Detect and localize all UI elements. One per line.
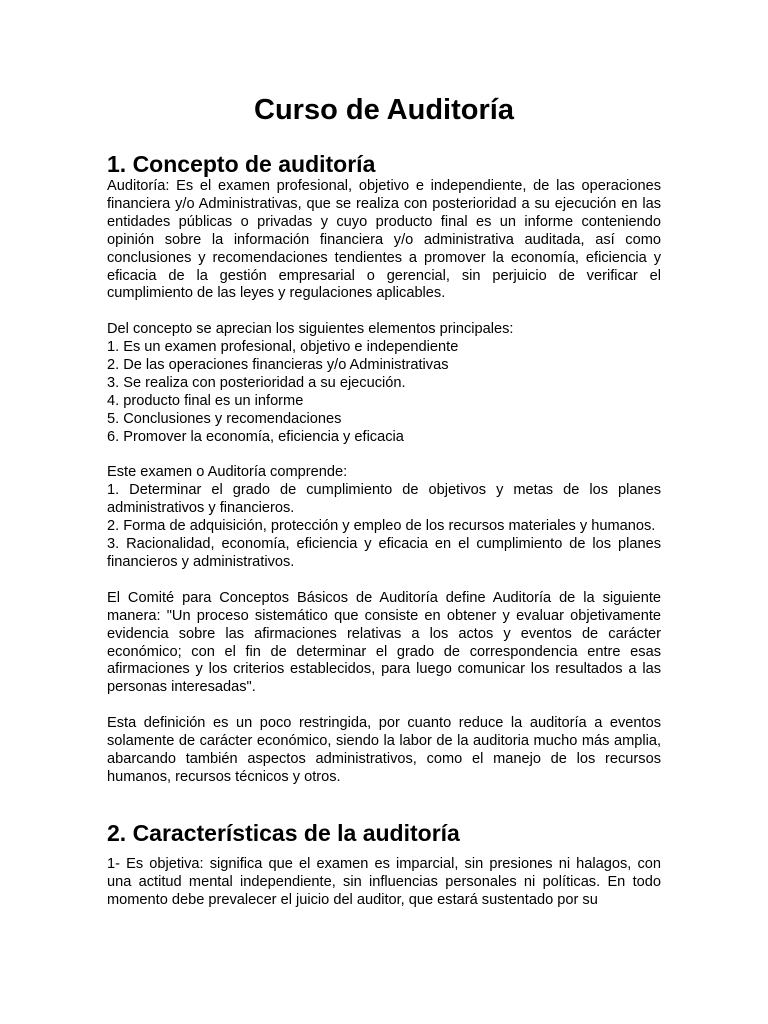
paragraph-gap — [107, 838, 661, 856]
list-item: 1. Es un examen profesional, objetivo e independiente — [107, 339, 459, 356]
paragraph-gap — [107, 572, 661, 590]
section-heading-concepto: 1. Concepto de auditoría — [107, 151, 376, 177]
list-item: 5. Conclusiones y recomendaciones — [107, 410, 342, 427]
list-item: 2. De las operaciones financieras y/o Administrativas — [107, 357, 449, 374]
list-item: 3. Se realiza con posterioridad a su ejecución. — [107, 374, 406, 391]
list-item: 4. producto final es un informe — [107, 392, 304, 409]
paragraph-gap — [107, 303, 661, 321]
list-item: 1. Determinar el grado de cumplimiento de objetivos y metas de los planes administrativos y financieros. — [107, 482, 661, 517]
elements-list — [107, 321, 661, 446]
list-item: 6. Promover la economía, eficiencia y eficacia — [107, 428, 404, 445]
document-title: Curso de Auditoría — [254, 94, 514, 126]
list-item: 3. Racionalidad, economía, eficiencia y eficacia en el cumplimiento de los planes financieros y administrativos. — [107, 536, 661, 570]
section-body-concepto — [107, 178, 661, 787]
list-item: 2. Forma de adquisición, protección y empleo de los recursos materiales y humanos. — [107, 518, 656, 535]
paragraph-gap — [107, 697, 661, 715]
committee-paragraph: El Comité para Conceptos Básicos de Auditoría define Auditoría de la siguiente manera: "Un proceso sistemático que consiste en obtener y evaluar objetivamente evidencia sobre las afirmaciones relativas a los actos y eventos de carácter económico; con el fin de determinar el grado de correspondencia entre esas afirmaciones y los criterios establecidos, para luego comunicar los resultados a las personas interesadas". — [107, 589, 661, 696]
definition-paragraph: Auditoría: Es el examen profesional, objetivo e independiente, de las operaciones financiera y/o Administrativas, que se realiza con posterioridad a su ejecución en las entidades públicas o privadas y cuyo producto final es un informe conteniendo opinión sobre la información financiera y/o administrativa auditada, así como conclusiones y recomendaciones tendientes a promover la economía, eficiencia y eficacia de la gestión empresarial o gerencial, sin perjuicio de verificar el cumplimiento de las leyes y regulaciones aplicables. — [107, 178, 661, 302]
restricted-paragraph: Esta definición es un poco restringida, por cuanto reduce la auditoría a eventos solamente de carácter económico, siendo la labor de la auditoria mucho más amplia, abarcando también aspectos administrativos, como el manejo de los recursos humanos, recursos técnicos y otros. — [107, 715, 661, 785]
section-heading-caracteristicas: 2. Características de la auditoría — [107, 820, 460, 846]
section-body-caracteristicas — [107, 838, 661, 910]
objective-paragraph: 1- Es objetiva: significa que el examen es imparcial, sin presiones ni halagos, con una actitud mental independiente, sin influencias personales ni políticas. En todo momento debe prevalecer el juicio del auditor, que estará sustentado por su — [107, 855, 661, 908]
paragraph-gap — [107, 447, 661, 465]
elements-intro: Del concepto se aprecian los siguientes elementos principales: — [107, 321, 514, 338]
comprises-intro: Este examen o Auditoría comprende: — [107, 464, 348, 481]
